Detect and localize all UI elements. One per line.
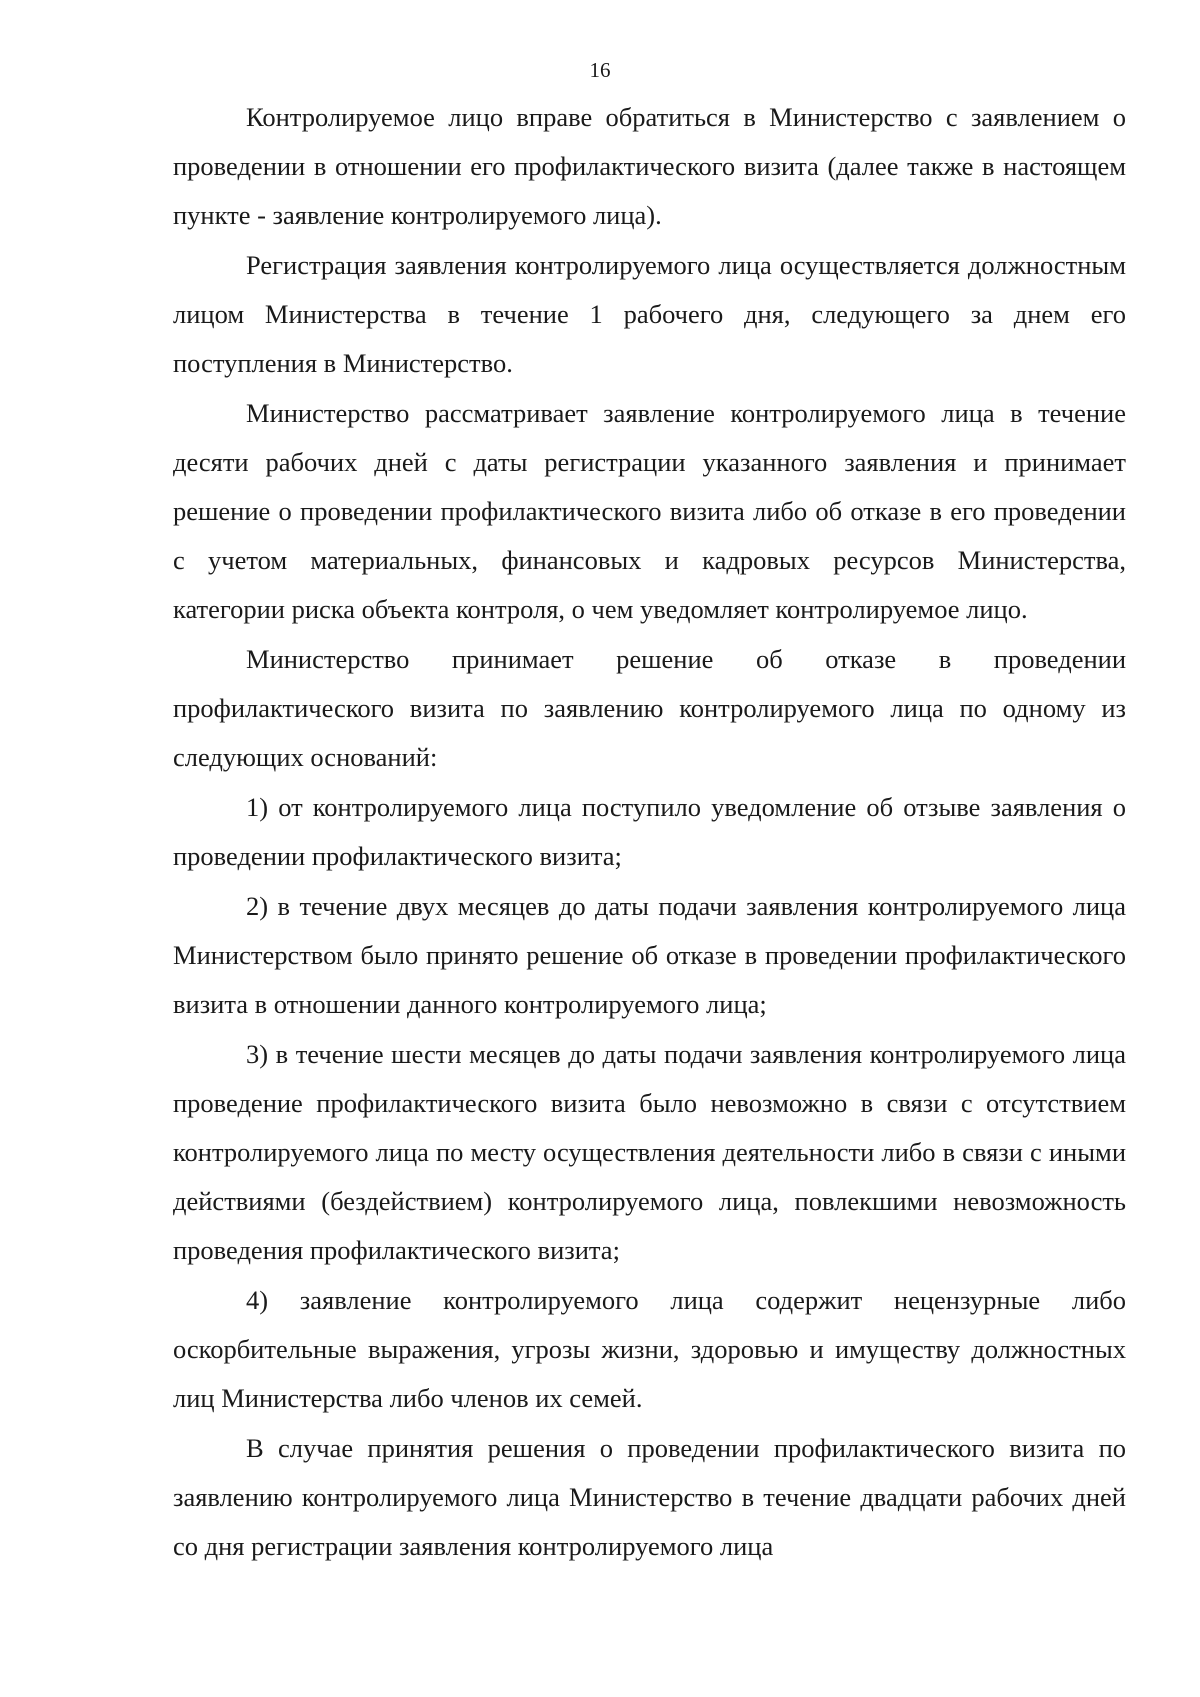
document-body — [173, 93, 1126, 1572]
paragraph-registration: Регистрация заявления контролируемого лица осуществляется должностным лицом Министерства в течение 1 рабочего дня, следующего за днем его поступления в Министерство. — [173, 250, 1126, 378]
paragraph-review: Министерство рассматривает заявление контролируемого лица в течение десяти рабочих дней с даты регистрации указанного заявления и принимает решение о проведении профилактического визита либо об отказе в его проведении с учетом материальных, финансовых и кадровых ресурсов Министерства, категории риска объекта контроля, о чем уведомляет контролируемое лицо. — [173, 398, 1126, 624]
list-item-ground-3: 3) в течение шести месяцев до даты подачи заявления контролируемого лица проведение профилактического визита было невозможно в связи с отсутствием контролируемого лица по месту осуществления деятельности либо в связи с иными действиями (бездействием) контролируемого лица, повлекшими невозможность проведения профилактического визита; — [173, 1039, 1126, 1265]
paragraph-right-to-apply: Контролируемое лицо вправе обратиться в Министерство с заявлением о проведении в отношении его профилактического визита (далее также в настоящем пункте - заявление контролируемого лица). — [173, 102, 1126, 230]
paragraph-refusal-grounds-intro: Министерство принимает решение об отказе в проведении профилактического визита по заявлению контролируемого лица по одному из следующих оснований: — [173, 644, 1126, 772]
paragraph-decision-case: В случае принятия решения о проведении профилактического визита по заявлению контролируемого лица Министерство в течение двадцати рабочих дней со дня регистрации заявления контролируемого лица — [173, 1433, 1126, 1561]
list-item-ground-1: 1) от контролируемого лица поступило уведомление об отзыве заявления о проведении профилактического визита; — [173, 792, 1126, 871]
list-item-ground-4: 4) заявление контролируемого лица содержит нецензурные либо оскорбительные выражения, угрозы жизни, здоровью и имуществу должностных лиц Министерства либо членов их семей. — [173, 1285, 1126, 1413]
list-item-ground-2: 2) в течение двух месяцев до даты подачи заявления контролируемого лица Министерством было принято решение об отказе в проведении профилактического визита в отношении данного контролируемого лица; — [173, 891, 1126, 1019]
page-number: 16 — [589, 58, 611, 82]
